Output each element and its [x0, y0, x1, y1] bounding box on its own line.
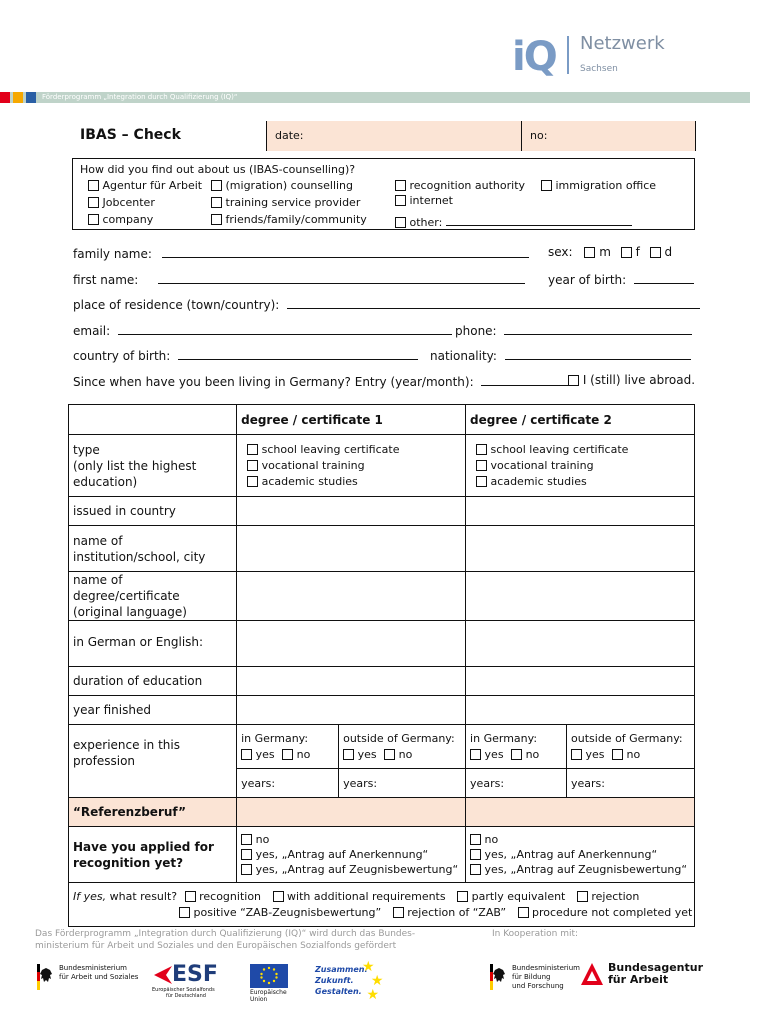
option-label: school leaving certificate	[490, 442, 629, 456]
source-question: How did you find out about us (IBAS-counselling)?	[80, 163, 356, 176]
country-of-birth-label: country of birth:	[73, 349, 171, 363]
exp-outside-1	[339, 725, 466, 769]
option-agentur[interactable]	[88, 179, 202, 192]
option-label: internet	[409, 194, 453, 207]
exp-outside-2	[567, 725, 695, 769]
ba-logo	[580, 961, 704, 990]
exp-germany-no-checkbox[interactable]	[282, 749, 293, 760]
checkbox[interactable]	[395, 217, 406, 228]
applied-no-1[interactable]	[241, 832, 461, 847]
option-label: procedure not completed yet	[532, 906, 693, 919]
institution-input-2[interactable]	[466, 526, 695, 572]
result-recognition-checkbox[interactable]	[185, 891, 196, 902]
duration-input-1[interactable]	[237, 667, 466, 696]
esf-arrow-icon	[152, 964, 174, 986]
option-recognition-authority[interactable]	[395, 179, 525, 192]
sex-d-checkbox[interactable]	[650, 247, 661, 258]
type-vocational-2[interactable]	[476, 458, 690, 474]
esf-subtext	[152, 987, 215, 999]
option-label: Agentur für Arbeit	[102, 179, 203, 192]
in-germany-label: in Germany:	[241, 731, 309, 745]
option-label: Jobcenter	[102, 196, 155, 209]
option-label: positive “ZAB-Zeugnisbewertung”	[193, 906, 382, 919]
exp-outside-yes-checkbox[interactable]	[343, 749, 354, 760]
col-header-certificate-2: degree / certificate 2	[466, 405, 695, 435]
degree-name-label: name of degree/certificate (original language)	[69, 572, 237, 621]
funding-text-line-2: ministerium für Arbeit und Soziales und den Europäischen Sozialfonds gefördert	[35, 941, 397, 951]
type-options-1	[237, 435, 466, 497]
page-title: IBAS – Check	[80, 127, 181, 143]
degree-name-input-1[interactable]	[237, 572, 466, 621]
result-prefix-italic: If yes,	[73, 890, 107, 903]
phone-row	[455, 322, 692, 338]
exp-germany-yes-checkbox[interactable]	[470, 749, 481, 760]
first-name-label: first name:	[73, 273, 139, 287]
option-immigration-office[interactable]	[541, 179, 656, 192]
nationality-label: nationality:	[430, 349, 497, 363]
years-label: years:	[470, 776, 505, 790]
result-zab-rejection-checkbox[interactable]	[393, 907, 404, 918]
eagle-icon	[37, 964, 55, 990]
table-corner	[69, 405, 237, 435]
result-partly-checkbox[interactable]	[457, 891, 468, 902]
sex-label: sex:	[548, 245, 573, 259]
email-input[interactable]	[118, 322, 452, 335]
esf-logo	[152, 962, 218, 999]
logo-region-text: Sachsen	[580, 64, 618, 74]
checkbox[interactable]	[211, 180, 222, 191]
esf-subtext-2: für Deutschland	[166, 993, 206, 999]
year-of-birth-input[interactable]	[634, 271, 694, 284]
family-name-input[interactable]	[162, 245, 529, 258]
checkbox[interactable]	[88, 214, 99, 225]
referenzberuf-label: “Referenzberuf”	[69, 798, 237, 827]
sex-m-checkbox[interactable]	[584, 247, 595, 258]
option-label: no	[255, 833, 270, 846]
exp-germany-1	[237, 725, 339, 769]
applied-zeugnis-1[interactable]	[241, 862, 461, 877]
ba-text-2: für Arbeit	[608, 973, 669, 986]
degree-name-input-2[interactable]	[466, 572, 695, 621]
exp-outside-no-checkbox[interactable]	[612, 749, 623, 760]
option-friends-family[interactable]	[211, 213, 367, 226]
option-label: (migration) counselling	[225, 179, 354, 192]
bmbf-text-2: für Bildung	[512, 973, 551, 981]
result-row-2	[179, 906, 692, 919]
band-square-orange	[13, 92, 23, 103]
result-zab-positive-checkbox[interactable]	[179, 907, 190, 918]
family-name-row	[73, 245, 529, 261]
type-options-2	[466, 435, 695, 497]
applied-zeugnis-2[interactable]	[470, 862, 690, 877]
option-label: immigration office	[555, 179, 657, 192]
no-label: no	[398, 747, 413, 761]
option-label: vocational training	[261, 458, 365, 472]
option-label: recognition authority	[409, 179, 526, 192]
slogan-stars-icon: ★ ★ ★	[362, 959, 384, 1003]
ba-icon	[580, 962, 604, 986]
option-label: rejection	[591, 890, 640, 903]
date-field[interactable]	[266, 121, 521, 151]
bmas-text-2: für Arbeit und Soziales	[59, 973, 139, 981]
checkbox[interactable]	[247, 460, 258, 471]
sex-d-label: d	[664, 245, 673, 259]
checkbox[interactable]	[241, 849, 252, 860]
checkbox[interactable]	[476, 460, 487, 471]
phone-label: phone:	[455, 324, 497, 338]
option-migration-counselling[interactable]	[211, 179, 353, 192]
years-label: years:	[241, 776, 276, 790]
option-label: no	[484, 833, 499, 846]
years-germany-1[interactable]	[237, 769, 339, 798]
option-internet[interactable]	[395, 194, 453, 207]
checkbox[interactable]	[470, 834, 481, 845]
option-label: yes, „Antrag auf Anerkennung“	[255, 848, 429, 861]
ba-text-1: Bundesagentur	[608, 961, 704, 974]
year-of-birth-row	[548, 271, 694, 287]
option-label: academic studies	[261, 474, 358, 488]
years-germany-2[interactable]	[466, 769, 567, 798]
family-name-label: family name:	[73, 247, 152, 261]
entry-date-input[interactable]	[481, 373, 575, 386]
eu-flag-icon	[250, 964, 288, 988]
years-outside-2[interactable]	[567, 769, 695, 798]
checkbox[interactable]	[395, 195, 406, 206]
funding-text	[35, 928, 415, 952]
yes-label: yes	[585, 747, 605, 761]
iq-logo: iQ	[512, 34, 556, 80]
country-of-birth-row	[73, 347, 418, 363]
funding-text-line-1: Das Förderprogramm „Integration durch Qualifizierung (IQ)“ wird durch das Bundes-	[35, 929, 416, 939]
phone-input[interactable]	[504, 322, 692, 335]
other-input-line[interactable]	[446, 213, 632, 226]
type-label: type (only list the highest education)	[69, 435, 237, 497]
sex-f-label: f	[635, 245, 640, 259]
band-square-red	[0, 92, 10, 103]
applied-label: Have you applied for recognition yet?	[69, 827, 237, 883]
option-label: academic studies	[490, 474, 587, 488]
applied-options-1	[237, 827, 466, 883]
bmas-logo	[37, 964, 139, 994]
outside-germany-label: outside of Germany:	[571, 731, 683, 745]
live-abroad-checkbox[interactable]	[568, 375, 579, 386]
option-label: school leaving certificate	[261, 442, 400, 456]
option-label: company	[102, 213, 154, 226]
email-label: email:	[73, 324, 111, 338]
option-label: yes, „Antrag auf Anerkennung“	[484, 848, 658, 861]
checkbox[interactable]	[88, 197, 99, 208]
live-abroad-row[interactable]	[568, 373, 695, 387]
title-row	[70, 121, 696, 151]
email-row	[73, 322, 452, 338]
exp-germany-yes-checkbox[interactable]	[241, 749, 252, 760]
esf-subtext-1: Europäischer Sozialfonds	[152, 987, 215, 993]
yes-label: yes	[484, 747, 504, 761]
result-not-completed-checkbox[interactable]	[518, 907, 529, 918]
year-of-birth-label: year of birth:	[548, 273, 627, 287]
result-row	[69, 883, 695, 927]
slogan	[315, 964, 368, 997]
option-label: with additional requirements	[287, 890, 446, 903]
checkbox[interactable]	[247, 444, 258, 455]
institution-input-1[interactable]	[237, 526, 466, 572]
slogan-line-2: Zukunft.	[315, 976, 354, 985]
option-jobcenter[interactable]	[88, 196, 155, 209]
residence-label: place of residence (town/country):	[73, 298, 280, 312]
number-label: no:	[530, 129, 548, 142]
title-cell	[70, 121, 266, 151]
first-name-input[interactable]	[158, 271, 525, 284]
live-abroad-label: I (still) live abroad.	[582, 373, 696, 387]
issued-input-2[interactable]	[466, 497, 695, 526]
eu-logo	[250, 964, 288, 1003]
option-other[interactable]	[395, 213, 632, 229]
applied-anerkennung-2[interactable]	[470, 847, 690, 862]
year-finished-input-2[interactable]	[466, 696, 695, 725]
sex-f-checkbox[interactable]	[621, 247, 632, 258]
bmbf-logo	[490, 964, 580, 994]
type-school-2[interactable]	[476, 442, 690, 458]
nationality-input[interactable]	[505, 347, 691, 360]
no-label: no	[525, 747, 540, 761]
years-label: years:	[343, 776, 378, 790]
col-header-certificate-1: degree / certificate 1	[237, 405, 466, 435]
type-academic-1[interactable]	[247, 474, 461, 490]
residence-row	[73, 296, 700, 312]
result-additional-checkbox[interactable]	[273, 891, 284, 902]
option-training-provider[interactable]	[211, 196, 360, 209]
issued-label: issued in country	[69, 497, 237, 526]
in-germany-label: in Germany:	[470, 731, 538, 745]
institution-label: name of institution/school, city	[69, 526, 237, 572]
checkbox[interactable]	[241, 834, 252, 845]
option-label: friends/family/community	[225, 213, 367, 226]
type-academic-2[interactable]	[476, 474, 690, 490]
german-english-label: in German or English:	[69, 621, 237, 667]
exp-germany-no-checkbox[interactable]	[511, 749, 522, 760]
applied-options-2	[466, 827, 695, 883]
eu-text-1: Europäische	[250, 989, 287, 996]
sex-row	[548, 245, 672, 259]
option-label: recognition	[199, 890, 262, 903]
german-english-input-2[interactable]	[466, 621, 695, 667]
years-label: years:	[571, 776, 605, 790]
exp-germany-2	[466, 725, 567, 769]
bmas-text-1: Bundesministerium	[59, 964, 127, 972]
option-label: training service provider	[225, 196, 361, 209]
experience-label: experience in this profession	[69, 725, 237, 798]
option-label: partly equivalent	[471, 890, 566, 903]
checkbox[interactable]	[247, 476, 258, 487]
result-row-1	[73, 890, 639, 903]
program-band-text: Förderprogramm „Integration durch Qualifizierung (IQ)“	[42, 93, 238, 101]
first-name-row	[73, 271, 525, 287]
option-label: vocational training	[490, 458, 594, 472]
bmbf-text-3: und Forschung	[512, 982, 564, 990]
duration-label: duration of education	[69, 667, 237, 696]
german-english-input-1[interactable]	[237, 621, 466, 667]
nationality-row	[430, 347, 691, 363]
yes-label: yes	[357, 747, 377, 761]
esf-text: ESF	[172, 962, 218, 987]
eu-text-2: Union	[250, 996, 268, 1003]
number-field[interactable]	[521, 121, 696, 151]
option-label: yes, „Antrag auf Zeugnisbewertung“	[484, 863, 688, 876]
duration-input-2[interactable]	[466, 667, 695, 696]
slogan-line-3: Gestalten.	[315, 987, 362, 996]
result-rejection-checkbox[interactable]	[577, 891, 588, 902]
country-of-birth-input[interactable]	[178, 347, 418, 360]
years-outside-1[interactable]	[339, 769, 466, 798]
bmbf-text-1: Bundesministerium	[512, 964, 580, 972]
since-when-label: Since when have you been living in Germany? Entry (year/month):	[73, 375, 474, 389]
year-finished-label: year finished	[69, 696, 237, 725]
checkbox[interactable]	[470, 849, 481, 860]
no-label: no	[296, 747, 311, 761]
option-label: rejection of “ZAB”	[407, 906, 507, 919]
source-box	[72, 158, 695, 230]
date-label: date:	[275, 129, 304, 142]
checkbox[interactable]	[88, 180, 99, 191]
checkbox[interactable]	[241, 864, 252, 875]
checkbox[interactable]	[476, 476, 487, 487]
applied-no-2[interactable]	[470, 832, 690, 847]
eagle-icon	[490, 964, 508, 990]
result-prefix: what result?	[109, 890, 178, 903]
yes-label: yes	[255, 747, 275, 761]
checkbox[interactable]	[395, 180, 406, 191]
checkbox[interactable]	[470, 864, 481, 875]
logo-divider	[567, 36, 569, 74]
checkbox[interactable]	[211, 197, 222, 208]
checkbox[interactable]	[541, 180, 552, 191]
type-vocational-1[interactable]	[247, 458, 461, 474]
cooperation-text: In Kooperation mit:	[492, 929, 579, 939]
no-label: no	[626, 747, 641, 761]
year-finished-input-1[interactable]	[237, 696, 466, 725]
slogan-line-1: Zusammen.	[315, 965, 368, 974]
exp-outside-no-checkbox[interactable]	[384, 749, 395, 760]
applied-anerkennung-1[interactable]	[241, 847, 461, 862]
referenzberuf-input-2[interactable]	[466, 798, 695, 827]
outside-germany-label: outside of Germany:	[343, 731, 455, 745]
checkbox[interactable]	[211, 214, 222, 225]
issued-input-1[interactable]	[237, 497, 466, 526]
logo-netzwerk-text: Netzwerk	[580, 33, 665, 54]
type-school-1[interactable]	[247, 442, 461, 458]
sex-m-label: m	[599, 245, 611, 259]
since-when-row	[73, 373, 575, 389]
option-label: yes, „Antrag auf Zeugnisbewertung“	[255, 863, 459, 876]
checkbox[interactable]	[476, 444, 487, 455]
band-square-blue	[26, 92, 36, 103]
option-company[interactable]	[88, 213, 153, 226]
referenzberuf-input-1[interactable]	[237, 798, 466, 827]
option-label: other:	[409, 216, 443, 229]
residence-input[interactable]	[287, 296, 700, 309]
exp-outside-yes-checkbox[interactable]	[571, 749, 582, 760]
degree-table	[68, 404, 695, 927]
